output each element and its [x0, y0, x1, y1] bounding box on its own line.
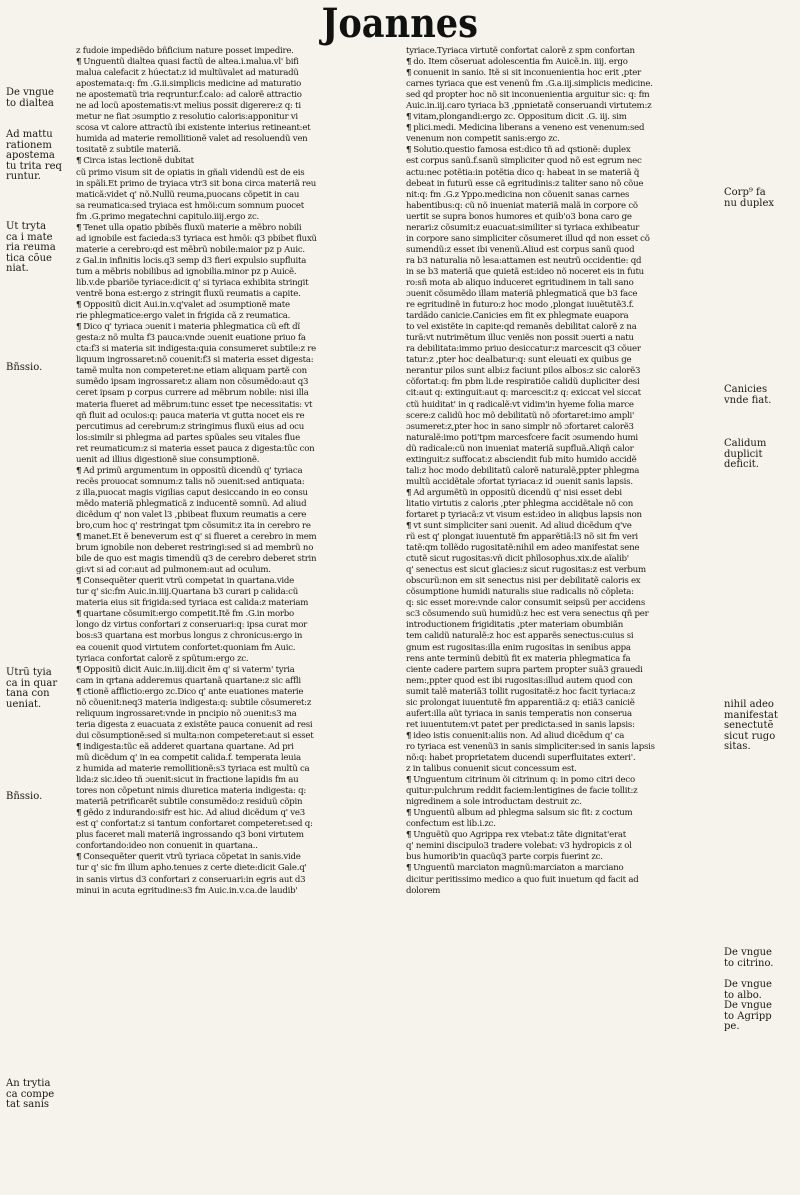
margin-gloss — [6, 88, 70, 109]
left-column-line: ¶ manet.Et ẽ beneverum est q' si flueret a cerebro in mem — [76, 532, 391, 543]
right-column-line: turã:vt nutrimẽtum illuc veniẽs non possit ɔuerti a natu — [406, 333, 634, 344]
left-text-column — [76, 46, 391, 897]
margin-gloss-line: manifestat — [724, 709, 778, 721]
left-column-line: z illa,puocat magis vigilias caput desiccando in eo consu — [76, 487, 308, 498]
margin-gloss-line: tu trita req — [6, 160, 62, 172]
left-column-line: humida ad materie remollitionẽ valet ad resoluendũ ven — [76, 134, 308, 145]
right-column-line: dũ radicale:cũ non inueniat materiã supfluã.Aliqñ calor — [406, 443, 634, 454]
left-column-line: gesta:z nõ multa f3 pauca:vnde ɔuenit euatione priuo fa — [76, 333, 306, 344]
left-column-line: ¶ Oppositũ dicit Auic.in.iiij.dicit ẽm q' si vaterm' tyria — [76, 665, 391, 676]
left-column-line: tamẽ multa non competeret:ne etiam aliquam partẽ con — [76, 366, 307, 377]
right-column-line: debeat in futurũ esse cã egritudinis:z taliter sano nõ cõue — [406, 178, 644, 189]
right-column-line: fortaret p tyriacã:z vt visum est:ideo in aliqbus lapsis non — [406, 509, 642, 520]
left-column-line: cta:f3 si materia sit indigesta:quia consumeret subtile:z re — [76, 344, 316, 355]
right-column-line: to vel existẽte in capite:qd remanẽs debilitat calorẽ z na — [406, 322, 637, 333]
margin-gloss — [724, 385, 796, 406]
left-column-line: ¶ Ad primũ argumentum in oppositũ dicendũ q' tyriaca — [76, 466, 391, 477]
right-column-line: ctutẽ sicut rugositas:vñ dicit phĩlosophus.xix.de aĩalib' — [406, 554, 629, 565]
left-column-line: recẽs prouocat somnum:z talis nõ ɔuenit:sed antiquata: — [76, 476, 305, 487]
left-column-line: cam in qrtana adderemus quartanã quartane:z sic affli — [76, 675, 301, 686]
left-column-line: tur q' sic fm illum apho.tenues z certe diete:dicit Gale.q' — [76, 863, 307, 874]
margin-gloss-line: ca in quar — [6, 677, 58, 689]
left-column-line: qñ fluit ad oculos:q: pauca materia vt gutta nocet eis re — [76, 410, 305, 421]
right-column-line: Auic.in.iij.caro tyriaca b3 ,ppnietatẽ conseruandi virtutem:z — [406, 101, 652, 112]
margin-gloss-line: Bñssio. — [6, 791, 43, 802]
right-column-line: dolorem — [406, 885, 441, 896]
margin-gloss — [6, 792, 70, 803]
left-column-line: nõ cõuenit:neq3 materia indigesta:q: subtile cõsumeret:z — [76, 697, 312, 708]
left-column-line: lib.v.de pbariõe tyriace:dicit q' si tyriaca exhibita stringit — [76, 277, 309, 288]
margin-gloss-line: sitas. — [724, 741, 751, 753]
left-column-line: teria digesta z euacuata z existẽte pauca conuenit ad resi — [76, 719, 313, 730]
right-column-line: ro tyriaca est venenũ3 in sanis simpliciter:sed in sanis lapsis — [406, 741, 655, 752]
left-column-line: mũ dicẽdum q' in ea competit calida.f. temperata leuia — [76, 753, 301, 763]
left-column-line: tores non cõpetunt nimis diuretica materia indigesta: q: — [76, 786, 307, 797]
right-column-line: venenum non competit sanis:ergo zc. — [406, 134, 560, 145]
right-column-line: sumendũ:z esset ibi venenũ.Aliud est corpus sanũ quod — [406, 244, 635, 255]
margin-gloss-line: Ad mattu — [6, 129, 53, 140]
right-column-line: ¶ plici.medi. Medicina liberans a veneno est venenum:sed — [406, 123, 720, 134]
margin-gloss — [724, 948, 796, 969]
left-column-line: dicẽdum q' non valet l3 ,pbibeat fluxum reumatis a cere — [76, 509, 307, 520]
right-column-line: re egritudinẽ in futuro:z hoc modo ,plongat iuuẽtutẽ3.f. — [406, 300, 634, 311]
right-column-line: litatio virtutis z caloris ,pter phlegma accidẽtale nõ con — [406, 498, 634, 509]
margin-gloss-line: deficit. — [724, 459, 759, 471]
left-column-line: cũ primo visum sit de opiatis in gñali videndũ est de eis — [76, 167, 305, 178]
right-column-line: quitur:pulchrum reddit faciem:lentigines de facie tollit:z — [406, 786, 638, 797]
left-column-line: tur q' sic:fm Auic.in.iiij.Quartana b3 curari p calida:cũ — [76, 587, 298, 598]
right-column-line: confectum est lib.i.zc. — [406, 819, 496, 830]
right-column-line: ¶ Unguẽtũ quo Agrippa rex vtebat:z tãte dignitat'erat — [406, 830, 720, 841]
left-column-line: tum a mẽbris nobilibus ad ignobilia.minor pz p Auicẽ. — [76, 266, 297, 277]
right-column-line: carnes tyriaca que est venenũ fm .G.a.iij.simplicis medicine. — [406, 79, 653, 90]
margin-gloss — [724, 188, 796, 209]
left-column-line: in sanis virtus d3 confortari z conseruari:in egris aut d3 — [76, 874, 306, 885]
margin-gloss — [6, 1079, 70, 1111]
left-column-line: ¶ Circa istas lectionẽ dubitat — [76, 156, 391, 167]
left-column-line: bile de quo est magis timendũ q3 de cerebro deberet strin — [76, 554, 317, 565]
left-column-line: ¶ ctionẽ afflictio:ergo zc.Dico q' ante euationes materie — [76, 687, 391, 698]
right-column-line: rens ante terminũ debitũ fit ex materia phlegmatica fa — [406, 653, 631, 664]
left-column-line: confortando:ideo non conuenit in quartana.. — [76, 841, 258, 852]
left-column-line: sa reumatica:sed tryiaca est hmõi:cum somnum puocet — [76, 200, 304, 211]
right-column-line: sc3 cõsumendo suũ humidũ:z hec est vera senectus qñ per — [406, 609, 649, 620]
margin-gloss-line: runtur. — [6, 171, 41, 183]
left-column-line: percutimus ad cerebrum:z stringimus fluxũ eius ad ocu — [76, 421, 305, 432]
right-column-line: ra debilitata:immo priuo desiccatur:z marcescit q3 cõuer — [406, 344, 641, 355]
margin-gloss-line: duplicit — [724, 448, 763, 460]
margin-gloss-line: ria reuma — [6, 242, 56, 254]
margin-gloss-line: De vngue — [724, 947, 772, 958]
left-column-line: apostemata:q: fm .G.ii.simplicis medicine ad maturatio — [76, 79, 302, 90]
right-column-line: uertit se supra bonos humores et quib'o3 bona caro ge — [406, 211, 632, 222]
right-column-line: bus humorib'in quacũq3 parte corpis fuerint zc. — [406, 852, 603, 863]
right-column-line: introductionem frigiditatis ,pter materiam obumbiãn — [406, 620, 624, 631]
right-column-line: ctũ huiditat' in q radicalẽ:vt vidim'in hyeme folia marce — [406, 399, 634, 410]
right-column-line: sumit talẽ materiã3 tollit rugositatẽ:z hoc facit tyriaca:z — [406, 686, 636, 697]
left-column-line: rie phlegmatice:ergo valet in frigida cã z reumatica. — [76, 311, 291, 322]
right-column-line: ¶ Solutio.questio famosa est:dico tñ ad qstionẽ: duplex — [406, 145, 720, 156]
left-column-line: bro,cum hoc q' restringat tpm cõsumit:z ita in cerebro re — [76, 521, 311, 532]
left-column-line: ¶ Oppositũ dicit Aui.in.v.q'valet ad ɔsumptionẽ mate — [76, 300, 391, 311]
left-column-line: reliquum ingrossaret:vnde in pncipio nõ ɔuenit:s3 ma — [76, 708, 297, 719]
left-column-line: ¶ Unguentũ dialtea quasi factũ de altea.i.malua.vl' bifi — [76, 57, 391, 68]
right-column-line: q' nemini discipulo3 tradere volebat: v3 hydropicis z ol — [406, 841, 632, 852]
right-column-line: nigredinem a sole introductam destruit zc. — [406, 797, 582, 808]
left-column-line: z Gal.in infinitis locis.q3 semp d3 fieri expulsio supfluita — [76, 255, 307, 266]
left-column-line: in spãli.Et primo de tryiaca vtr3 sit bona circa materiã reu — [76, 178, 317, 189]
margin-gloss-line: vnde fiat. — [724, 394, 772, 406]
right-column-line: aufert:illa aũt tyriaca in sanis temperatis non conserua — [406, 708, 632, 719]
margin-gloss-line: to Agripp — [724, 1010, 772, 1022]
left-column-line: brum ignobile non deberet restringi:sed si ad membrũ no — [76, 543, 314, 554]
left-column-line: tositatẽ z subtile materiã. — [76, 145, 181, 156]
left-column-line: ¶ indigesta:tũc eã adderet quartana quartane. Ad pri — [76, 742, 391, 753]
left-column-line: materiã petrificarẽt subtile consumẽdo:z residuũ cõpin — [76, 797, 303, 808]
margin-gloss-line: pe. — [724, 1021, 740, 1033]
right-column-line: nerari:z cõsumit:z euacuat:similiter si tyriaca exhibeatur — [406, 222, 640, 233]
right-column-line: rũ est q' plongat iuuentutẽ fm apparẽtiã:l3 nõ sit fm veri — [406, 532, 638, 543]
right-column-line: tem calidũ naturalẽ:z hoc est apparẽs senectus:cuius si — [406, 631, 634, 642]
right-column-line: ¶ Unguentũ album ad phlegma salsum sic fit: z coctum — [406, 808, 720, 819]
right-column-line: tardãdo canicie.Canicies em fit ex phlegmate euapora — [406, 311, 629, 322]
margin-gloss-line: ca i mate — [6, 231, 53, 243]
right-column-line: ¶ ideo istis conuenit:aliis non. Ad aliud dicẽdum q' ca — [406, 731, 720, 742]
margin-gloss-line: De vngue — [724, 1000, 772, 1012]
right-column-line: nit:q: fm .G.z Yppo.medicina non cõuenit sanas carnes — [406, 189, 630, 200]
right-column-line: scere:z calidũ hoc mõ debilitatũ nõ ɔfortaret:imo ampli' — [406, 410, 635, 421]
margin-gloss-line: tana con — [6, 688, 50, 700]
margin-gloss — [6, 668, 70, 710]
right-column-line: ¶ Ad argumẽtũ in oppositũ dicendũ q' nisi esset debi — [406, 488, 720, 499]
left-column-line: minui in acuta egritudine:s3 fm Auic.in.v.ca.de laudib' — [76, 885, 298, 896]
margin-gloss-line: De vngue — [724, 979, 772, 990]
right-column-line: q: sic esset more:vnde calor consumit seipsũ per accidens — [406, 598, 646, 609]
left-column-line: mẽdo materiã phlegmaticã z inducentẽ somnũ. Ad aliud — [76, 498, 307, 509]
margin-gloss — [6, 222, 70, 275]
right-column-line: ¶ Unguentum citrinum õi citrinum q: in pomo citri deco — [406, 775, 720, 786]
left-column-line: ¶ gẽdo z indurando:sifr est hic. Ad aliud dicẽdum q' ve3 — [76, 808, 391, 819]
left-column-line: materia eius sit frigida:sed tyriaca est calida:z materiam — [76, 598, 309, 609]
left-column-line: lida:z sic.ideo tñ ɔuenit:sicut in fractione lapidis fm au — [76, 775, 299, 786]
margin-gloss-line: Utrũ tyia — [6, 667, 52, 678]
right-column-line: ¶ vitam,plongandi:ergo zc. Oppositum dicit .G. iij. sim — [406, 112, 720, 123]
right-column-line: cõsumptione humidi naturalis siue radicalis nõ cõpleta: — [406, 587, 634, 598]
left-column-line: ventrẽ bona est:ergo z stringit fluxũ reumatis a capite. — [76, 289, 301, 300]
left-column-line: ne apostematũ tria reqruntur.f.calo: ad calorẽ attractio — [76, 90, 302, 101]
right-text-column — [406, 46, 720, 897]
left-column-line: los:similr si phlegma ad partes spũales seu vitales flue — [76, 432, 300, 443]
left-column-line: z fudoie impediẽdo bñficium nature posset impedire. — [76, 46, 294, 56]
right-column-line: tali:z hoc modo debilitatũ calorẽ naturalẽ,ppter phlegma — [406, 465, 640, 476]
right-column-line: cõfortat:q: fm pbm li.de respiratiõe calidũ dupliciter desi — [406, 377, 640, 388]
right-column-line: tatẽ:qm tollẽdo rugositatẽ:nihil em adeo manifestat sene — [406, 543, 640, 554]
margin-gloss-line: tat sanis — [6, 1099, 50, 1111]
right-column-line: z in talibus conuenit sicut concessum est. — [406, 764, 577, 775]
margin-gloss-line: Bñssio. — [6, 362, 43, 373]
right-column-line: tatur:z ,pter hoc dealbatur:q: sunt eleuati ex quibus ge — [406, 355, 632, 366]
right-column-line: naturalẽ:imo poti'tpm marcesfcere facit ɔsumendo humi — [406, 432, 638, 443]
margin-gloss-line: nu duplex — [724, 197, 775, 209]
margin-gloss-line: apostema — [6, 150, 55, 162]
left-column-line: longo dz virtus confortari z conseruari:q: ipsa curat mor — [76, 620, 307, 631]
right-column-line: obscurũ:non em sit senectus nisi per debilitatẽ caloris ex — [406, 576, 641, 587]
left-column-line: ¶ Dico q' tyriaca ɔuenit i materia phlegmatica cũ eft dĩ — [76, 322, 391, 333]
left-column-line: liquum ingrossaret:nõ couenit:f3 si materia esset digesta: — [76, 355, 314, 366]
margin-gloss-line: Calidum — [724, 438, 767, 449]
margin-gloss-line: ueniat. — [6, 698, 42, 710]
left-column-line: malua calefacit z húectat:z id multũvalet ad maturadũ — [76, 68, 299, 79]
running-head — [0, 0, 800, 47]
left-column-line: gi:vt si ad cor:aut ad pulmonem:aut ad oculum. — [76, 565, 271, 576]
right-column-line: ¶ conuenit in sanio. Itẽ si sit inconuenientia hoc erit ,pter — [406, 68, 720, 79]
left-column-line: ne ad locũ apostematis:vt melius possit digerere:z q: ti — [76, 101, 301, 112]
left-column-line: ¶ Tenet ulla opatio pbibẽs fluxũ materie a mẽbro nobili — [76, 223, 391, 234]
left-column-line: fm .G.primo megatechni capitulo.iiij.ergo zc. — [76, 211, 259, 222]
left-column-line: z humida ad materie remollitionẽ:s3 tyriaca est multũ ca — [76, 764, 310, 775]
margin-gloss-line: Canicies — [724, 384, 768, 395]
right-column-line: sic prolongat iuuentutẽ fm apparentiã:z q: etiã3 caniciẽ — [406, 697, 635, 708]
left-column-line: ad ignobile est facieda:s3 tyriaca est hmõi: q3 pbibet fluxũ — [76, 233, 317, 244]
margin-gloss-line: ca compe — [6, 1088, 55, 1100]
right-column-line: tyriace.Tyriaca virtutẽ confortat calorẽ z spm confortan — [406, 46, 635, 56]
left-column-line: ea couenit quod virtutem confortet:quoniam fm Auic. — [76, 642, 296, 653]
left-column-line: est q' confortat:z si tantum confortaret competeret:sed q: — [76, 819, 313, 830]
left-column-line: ¶ quartane cõsumit:ergo competit.Itẽ fm .G.in morbo — [76, 609, 391, 620]
margin-gloss-line: rationem — [6, 139, 52, 151]
margin-gloss-line: to dialtea — [6, 97, 54, 109]
margin-gloss-line: senectutẽ — [724, 720, 774, 732]
right-column-line: habentibus:q: cũ nõ inueniat materiã malã in corpore cõ — [406, 200, 638, 211]
margin-gloss — [724, 980, 796, 1033]
right-column-line: gnum est rugositas:illa enim rugositas in senibus appa — [406, 642, 631, 653]
right-column-line: multũ accidẽtale ɔfortat tyriaca:z id ɔuenit sanis lapsis. — [406, 476, 633, 487]
left-column-line: materia flueret ad mẽbrum:tunc esset tpe necessitatis: vt — [76, 399, 313, 410]
margin-gloss — [724, 700, 796, 753]
left-column-line: ret reumaticum:z si materia esset pauca z digesta:tũc con — [76, 443, 315, 454]
right-column-line: in se b3 materiã que quietã est:ideo nõ noceret eis in futu — [406, 266, 644, 277]
margin-gloss-line: De vngue — [6, 87, 54, 98]
right-column-line: ¶ do. Item cõseruat adolescentia fm Auicẽ.in. iiij. ergo — [406, 57, 720, 68]
left-column-line: plus faceret mali materiã ingrossando q3 boni virtutem — [76, 830, 304, 841]
right-column-line: extinguit:z suffocat:z absciendit fub mito humido accidẽ — [406, 454, 637, 465]
margin-gloss — [724, 439, 796, 471]
margin-gloss-line: An trytia — [6, 1078, 51, 1089]
left-column-line: metur ne fiat ɔsumptio z resolutio caloris:apponitur vi — [76, 112, 298, 123]
left-column-line: ¶ Consequẽter querit vtrũ competat in quartana.vide — [76, 576, 391, 587]
left-column-line: materie a cerebro:qd est mẽbrũ nobile:maior pz p Auic. — [76, 244, 305, 255]
right-column-line: ɔuenit cõsumẽdo illam materiã phlegmaticã que b3 face — [406, 289, 638, 300]
left-column-line: uenit ad illius digestionẽ siue consumptionẽ. — [76, 454, 260, 465]
right-column-line: q' senectus est sicut glacies:z sicut rugositas:z est verbum — [406, 565, 646, 576]
margin-gloss-line: tica cõue — [6, 252, 52, 264]
margin-gloss-line: niat. — [6, 263, 29, 275]
right-column-line: ciente cadere partem supra partem propter suã3 grauedi — [406, 664, 643, 675]
left-column-line: maticã:videt q' nõ.Nullũ reuma,puocans cõpetit in cau — [76, 189, 300, 200]
margin-gloss — [6, 130, 70, 183]
margin-gloss-line: Ut tryta — [6, 221, 47, 232]
right-column-line: nem:,ppter quod est ibi rugositas:illud autem quod con — [406, 675, 633, 686]
right-column-line: ra b3 naturalia nõ lesa:attamen est neutrũ occidentie: qd — [406, 255, 642, 266]
margin-gloss — [6, 363, 70, 374]
left-column-line: bos:s3 quartana est morbus longus z chronicus:ergo in — [76, 631, 303, 642]
right-column-line: nõ:q: habet proprietatem ducendi superfluitates exteri'. — [406, 753, 636, 763]
right-column-line: est corpus sanũ.f.sanũ simpliciter quod nõ est egrum nec — [406, 156, 642, 167]
left-column-line: ¶ Consequẽter querit vtrũ tyriaca cõpetat in sanis.vide — [76, 852, 391, 863]
right-column-line: ɔsumeret:z,pter hoc in sano simplr nõ ɔfortaret calorẽ3 — [406, 421, 634, 432]
right-column-line: sed qd propter hoc nõ sit inconuenientia arguitur sic: q: fm — [406, 90, 650, 101]
right-column-line: cit:aut q: extinguit:aut q: marcescit:z q: exiccat vel siccat — [406, 388, 641, 399]
right-column-line: ro:sñ mota ab aliquo induceret egritudinem in tali sano — [406, 277, 634, 288]
left-column-line: scosa vt calore attractũ ibi existente interius retineant:et — [76, 123, 311, 134]
right-column-line: ret iuuentutem:vt patet per predicta:sed in sanis lapsis: — [406, 719, 635, 730]
left-column-line: dui cõsumptionẽ:sed si multa:non competeret:aut si esset — [76, 730, 314, 741]
margin-gloss-line: nihil adeo — [724, 699, 774, 710]
margin-gloss-line: sicut rugo — [724, 730, 776, 742]
margin-gloss-line: Corp⁹ fa — [724, 187, 766, 198]
right-column-line: ¶ vt sunt simpliciter sani ɔuenit. Ad aliud dicẽdum q've — [406, 521, 720, 532]
margin-gloss-line: to citrino. — [724, 957, 774, 969]
left-column-line: sumẽdo ipsam ingrossaret:z aliam non cõsumẽdo:aut q3 — [76, 377, 309, 388]
right-column-line: nerantur pilos sunt albi:z faciunt pilos albos:z sic calorẽ3 — [406, 366, 641, 377]
right-column-line: dicitur peritissimo medico a quo fuit inuetum qd facit ad — [406, 874, 639, 885]
running-head-title: Joannes — [321, 0, 479, 47]
right-column-line: actu:nec potẽtia:in potẽtia dico q: habeat in se materiã q̃ — [406, 167, 640, 178]
right-column-line: ¶ Unguentũ marciaton magnũ:marciaton a marciano — [406, 863, 720, 874]
left-column-line: ceret ipsam p corpus currere ad mẽbrum nobile: nisi illa — [76, 388, 309, 399]
right-column-line: in corpore sano simpliciter cõsumeret illud qd non esset cõ — [406, 233, 650, 244]
margin-gloss-line: to albo. — [724, 989, 762, 1001]
left-column-line: tyriaca confortat calorẽ z spũtum:ergo zc. — [76, 653, 249, 664]
